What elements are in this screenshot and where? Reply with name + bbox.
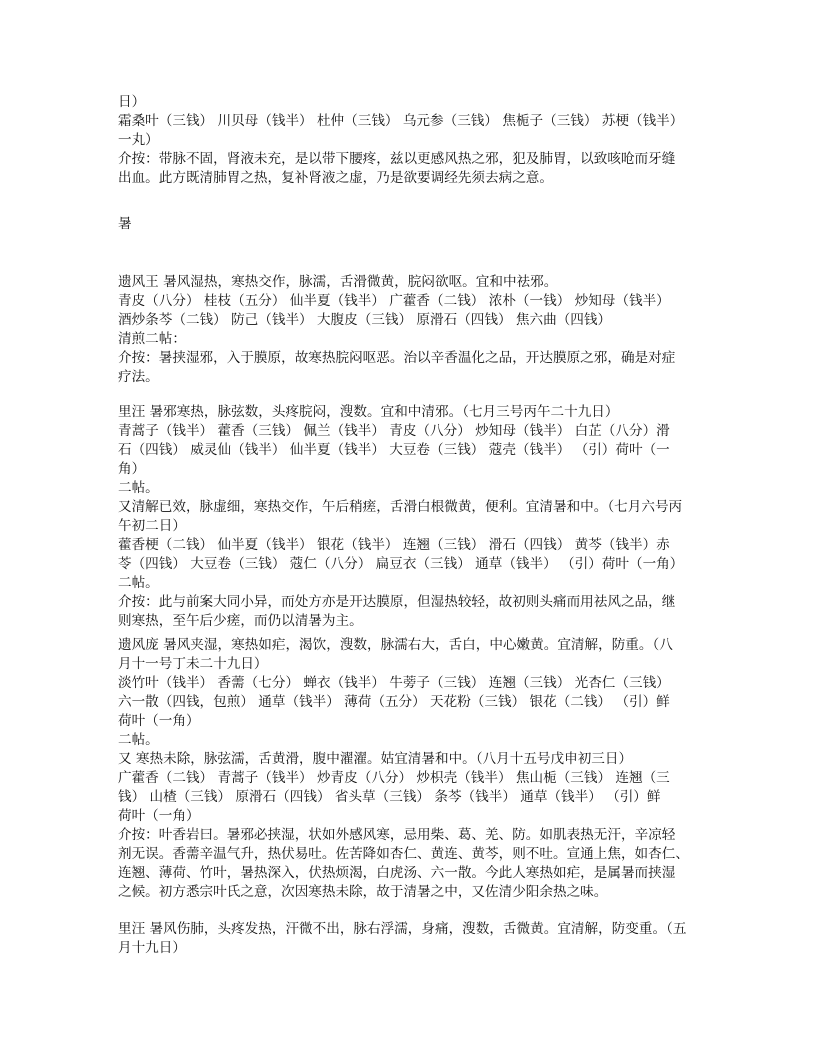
text-line: 又 寒热未除，脉弦濡，舌黄滑，腹中濯濯。姑宜清暑和中。（八月十五号戊申初三日）: [118, 751, 633, 767]
text-line: 月十一号丁未二十九日）: [118, 656, 268, 672]
text-line: 淡竹叶（钱半） 香薷（七分） 蝉衣（钱半） 牛蒡子（三钱） 连翘（三钱） 光杏仁（三钱）: [118, 675, 670, 691]
text-line: 一丸）: [118, 132, 159, 148]
text-line: 剂无误。香薷辛温气升，热伏易吐。佐苦降如杏仁、黄连、黄芩，则不吐。宣通上焦，如杏仁、: [118, 846, 689, 862]
text-line: 遗风庞 暑风夹湿，寒热如疟，渴饮，溲数，脉濡右大，舌白，中心嫩黄。宜清解，防重。（八: [118, 637, 673, 653]
text-line: 遗风王 暑风湿热，寒热交作，脉濡，舌滑微黄，脘闷欲呕。宜和中祛邪。: [118, 274, 558, 290]
text-line: 介按：暑挟湿邪，入于膜原，故寒热脘闷呕恶。治以辛香温化之品，开达膜原之邪，确是对症: [118, 350, 676, 366]
text-line: 里汪 暑邪寒热，脉弦数，头疼脘闷，溲数。宜和中清邪。（七月三号丙午二十九日）: [118, 404, 619, 420]
text-line: 钱） 山楂（三钱） 原滑石（四钱） 省头草（三钱） 条芩（钱半） 通草（钱半） （引）鲜: [118, 789, 661, 805]
text-line: 又清解已效，脉虚细，寒热交作，午后稍瘥，舌滑白根微黄，便利。宜清暑和中。（七月六号丙: [118, 499, 683, 515]
text-line: 之候。初方悉宗叶氏之意，次因寒热未除，故于清暑之中，又佐清少阳余热之味。: [118, 884, 608, 900]
text-line: 石（四钱） 威灵仙（钱半） 仙半夏（钱半） 大豆卷（三钱） 蔻壳（钱半） （引）荷叶（一: [118, 442, 670, 458]
text-line: 出血。此方既清肺胃之热，复补肾液之虚，乃是欲要调经先须去病之意。: [118, 170, 553, 186]
text-line: 藿香梗（二钱） 仙半夏（钱半） 银花（钱半） 连翘（三钱） 滑石（四钱） 黄芩（钱半）赤: [118, 537, 670, 553]
text-line: 清煎二帖：: [118, 331, 186, 347]
text-line: 荷叶（一角）: [118, 808, 200, 824]
text-line: 日）: [118, 94, 146, 110]
text-line: 荷叶（一角）: [118, 713, 200, 729]
text-line: 连翘、薄荷、竹叶，暑热深入，伏热烦渴，白虎汤、六一散。今此人寒热如疟，是属暑而挟湿: [118, 865, 676, 881]
text-line: 二帖。: [118, 480, 159, 496]
text-line: 暑: [118, 216, 132, 232]
text-line: 青蒿子（钱半） 藿香（三钱） 佩兰（钱半） 青皮（八分） 炒知母（钱半） 白芷（八分）滑: [118, 423, 670, 439]
text-line: 角）: [118, 461, 146, 477]
text-line: 午初二日）: [118, 518, 186, 534]
text-line: 酒炒条芩（二钱） 防己（钱半） 大腹皮（三钱） 原滑石（四钱） 焦六曲（四钱）: [118, 312, 612, 328]
case-entry: [118, 636, 708, 902]
case-continuation: [118, 93, 708, 188]
text-line: 介按：叶香岩曰。暑邪必挟湿，状如外感风寒，忌用柴、葛、羌、防。如肌表热无汗，辛凉轻: [118, 827, 676, 843]
text-line: 六一散（四钱，包煎） 通草（钱半） 薄荷（五分） 天花粉（三钱） 银花（二钱） （引）鲜: [118, 694, 670, 710]
text-line: 广藿香（二钱） 青蒿子（钱半） 炒青皮（八分） 炒枳壳（钱半） 焦山栀（三钱） 连翘（三: [118, 770, 670, 786]
text-line: 二帖。: [118, 732, 159, 748]
section-heading: [118, 215, 708, 234]
text-line: 疗法。: [118, 369, 159, 385]
text-line: 苓（四钱） 大豆卷（三钱） 蔻仁（八分） 扁豆衣（三钱） 通草（钱半） （引）荷叶（一角）: [118, 556, 684, 572]
text-line: 则寒热，至午后少瘥，而仍以清暑为主。: [118, 613, 363, 629]
text-line: 霜桑叶（三钱） 川贝母（钱半） 杜仲（三钱） 乌元参（三钱） 焦栀子（三钱） 苏梗（钱半）: [118, 113, 684, 129]
case-entry: [118, 403, 708, 631]
text-line: 里汪 暑风伤肺，头疼发热，汗微不出，脉右浮濡，身痛，溲数，舌微黄。宜清解，防变重。（五: [118, 921, 687, 937]
case-entry: [118, 273, 708, 387]
text-line: 介按：带脉不固，肾液未充，是以带下腰疼，兹以更感风热之邪，犯及肺胃，以致咳呛而牙缝: [118, 151, 676, 167]
text-line: 青皮（八分） 桂枝（五分） 仙半夏（钱半） 广藿香（二钱） 浓朴（一钱） 炒知母（钱半）: [118, 293, 670, 309]
text-line: 月十九日）: [118, 940, 186, 956]
text-line: 介按：此与前案大同小异，而处方亦是开达膜原，但湿热较轻，故初则头痛而用祛风之品，继: [118, 594, 676, 610]
text-line: 二帖。: [118, 575, 159, 591]
case-entry: [118, 920, 708, 958]
